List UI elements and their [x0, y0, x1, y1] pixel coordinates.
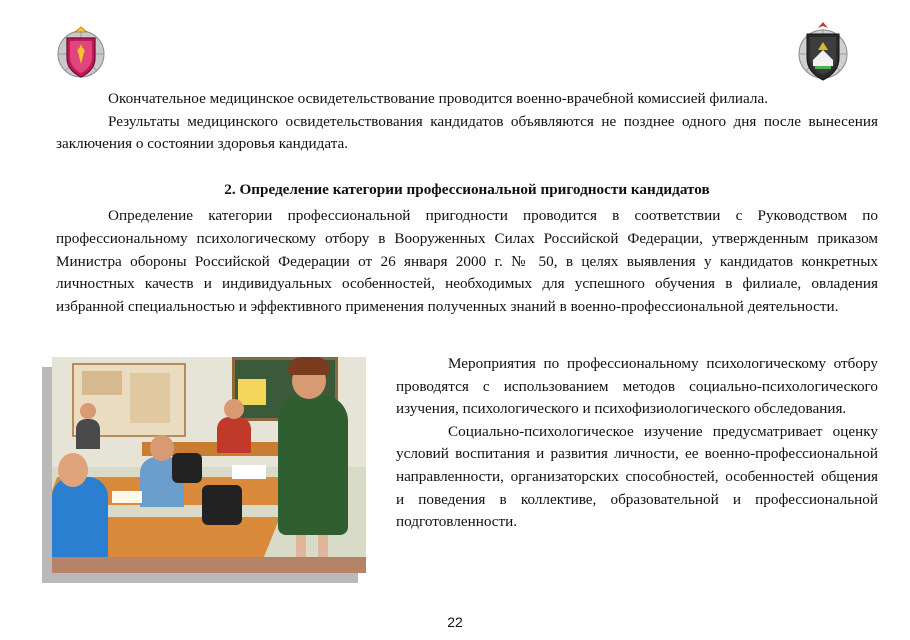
section-heading: 2. Определение категории профессиональной пригодности кандидатов — [224, 180, 710, 198]
page-number: 22 — [447, 614, 463, 630]
paragraph-3: Определение категории профессиональной пригодности проводится в соответствии с Руководством по профессиональному психологическому отбору в Вооруженных Силах Российской Федерации, утвержденным приказом Министра обороны Российской Федерации от 26 января 2000 г. № 50, в целях выявления у кандидатов конкретных личностных качеств и индивидуальных особенностей, необходимых для успешного обучения в филиале, овладения избранной специальностью и эффективного применения полученных знаний в военно-профессиональной деятельности. — [56, 207, 878, 315]
photo-section — [52, 353, 878, 585]
left-shield-emblem — [56, 24, 106, 82]
paragraph-4-text: Мероприятия по профессиональному психологическому отбору проводятся с использованием методов социально-психологического изучения, психологического и психофизиологического обследования. — [396, 355, 878, 418]
paragraph-1: Окончательное медицинское освидетельствование проводится военно-врачебной комиссией филиала. — [108, 90, 769, 107]
right-shield-emblem — [797, 20, 849, 84]
photo-frame — [52, 357, 378, 585]
document-body — [56, 88, 878, 318]
paragraph-5-text: Социально-психологическое изучение предусматривает оценку условий воспитания и развития личности, ее военно-профессиональной направленности, организаторских способностей, особенностей общения и поведения в коллективе, образовательной и профессиональной подготовленности. — [396, 422, 878, 531]
paragraph-2: Результаты медицинского освидетельствования кандидатов объявляются не позднее одного дня после вынесения заключения о состоянии здоровья кандидата. — [56, 112, 878, 153]
paragraph-3-part-a — [56, 205, 878, 318]
classroom-testing-photo — [52, 357, 366, 573]
